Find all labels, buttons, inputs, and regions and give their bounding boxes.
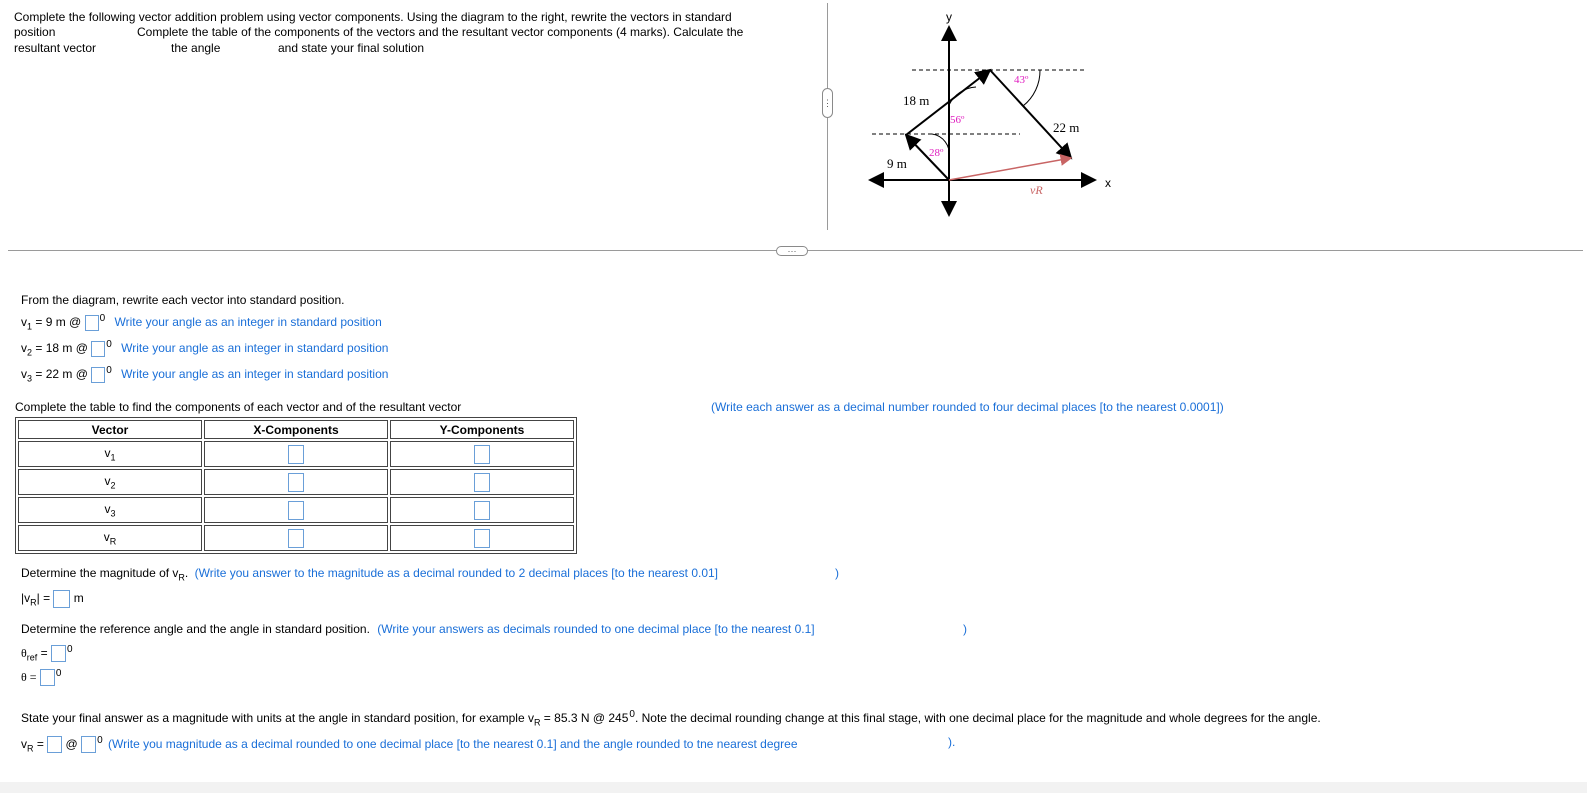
final-angle-input[interactable]: [81, 736, 96, 753]
bottom-strip: [0, 782, 1587, 793]
row-label-v1: $v_1$: [18, 441, 202, 467]
label-x-axis: x: [1105, 176, 1111, 190]
magnitude-close: ): [835, 566, 839, 580]
final-answer-line: $v_R$ = @ $^0$ (Write you magnitude as a decimal rounded to one decimal place [to the nearest 0.1] and the angle rounded to tne nearest degree: [21, 735, 798, 754]
magnitude-unit: m: [73, 591, 84, 606]
magnitude-hint: (Write you answer to the magnitude as a decimal rounded to 2 decimal places [to the nearest 0.01]: [194, 566, 719, 580]
vr-x-input[interactable]: [288, 529, 304, 548]
components-table: [15, 417, 577, 554]
col-y: Y-Components: [390, 420, 574, 439]
label-56: 56º: [950, 114, 965, 126]
final-heading: State your final answer as a magnitude with units at the angle in standard position, for example v: [21, 711, 534, 725]
label-43: 43º: [1014, 74, 1029, 86]
v2-y-input[interactable]: [474, 473, 490, 492]
v3-hint: Write your angle as an integer in standard position: [121, 367, 389, 381]
row-label-v3: $v_3$: [18, 497, 202, 523]
final-hint: (Write you magnitude as a decimal rounded to one decimal place [to the nearest 0.1] and the angle rounded to tne nearest degree: [107, 737, 798, 751]
vector-row-3: $v_3 = 22$ m @ $^0$ Write your angle as an integer in standard position: [21, 365, 389, 384]
label-18m: 18 m: [903, 93, 930, 108]
theta-input[interactable]: [40, 669, 55, 686]
angle-hint: (Write your answers as decimals rounded to one decimal place [to the nearest 0.1]: [377, 622, 815, 636]
final-close: ).: [948, 735, 956, 749]
label-y-axis: y: [946, 10, 952, 24]
v3-angle-input[interactable]: [91, 367, 105, 383]
intro-line-3c: and state your final solution: [278, 41, 425, 55]
angle-heading: Determine the reference angle and the angle in standard position.: [21, 622, 370, 636]
label-9m: 9 m: [887, 156, 907, 171]
vector-diagram: [860, 5, 1130, 220]
vr-y-input[interactable]: [474, 529, 490, 548]
section1-heading: From the diagram, rewrite each vector into standard position.: [21, 293, 345, 307]
angle-heading-line: [21, 622, 815, 636]
intro-line-3a: resultant vector: [14, 41, 97, 55]
table-row: [18, 497, 574, 523]
v1-label: v: [21, 315, 27, 329]
v2-label: v: [21, 341, 27, 355]
table-row: [18, 441, 574, 467]
v2-angle-input[interactable]: [91, 341, 105, 357]
col-x: X-Components: [204, 420, 388, 439]
col-vector: Vector: [18, 420, 202, 439]
label-28: 28º: [929, 147, 944, 159]
magnitude-heading-line: Determine the magnitude of $v_R$. (Write you answer to the magnitude as a decimal rounded to 2 decimal places [to the nearest 0.01]: [21, 566, 719, 583]
row-label-v2: $v_2$: [18, 469, 202, 495]
row-label-vr: $v_R$: [18, 525, 202, 551]
intro-line-2b: Complete the table of the components of the vectors and the resultant vector components (4 marks). Calculate the: [137, 25, 744, 39]
magnitude-answer-line: $|v_R| = m$: [21, 591, 84, 608]
v2-hint: Write your angle as an integer in standard position: [121, 341, 389, 355]
angle-close: ): [963, 622, 967, 636]
theta-ref-line: $\theta_{ref} = ^0$: [21, 644, 73, 663]
v1-y-input[interactable]: [474, 445, 490, 464]
final-heading-line: State your final answer as a magnitude with units at the angle in standard position, for example $v_R = 85.3$ N @ $245^0$. Note the decimal rounding change at this final stage, with one decimal place for the magnitude and whole degrees for the angle.: [21, 709, 1321, 728]
horizontal-splitter-handle[interactable]: ···: [776, 246, 808, 256]
intro-line-1: Complete the following vector addition problem using vector components. Using the diagram to the right, rewrite the vectors in standard: [14, 10, 732, 24]
v3-y-input[interactable]: [474, 501, 490, 520]
vector-row-1: $v_1 = 9$ m @ $^0$ Write your angle as an integer in standard position: [21, 313, 382, 332]
table-row: [18, 469, 574, 495]
intro-line-2a: position: [14, 25, 56, 39]
label-vr: vR: [1030, 183, 1043, 197]
vector-row-2: $v_2 = 18$ m @ $^0$ Write your angle as an integer in standard position: [21, 339, 389, 358]
table-heading: Complete the table to find the components of each vector and of the resultant vector: [15, 400, 462, 414]
vector-22m: [990, 70, 1071, 158]
final-magnitude-input[interactable]: [47, 736, 62, 753]
theta-ref-input[interactable]: [51, 645, 66, 662]
v3-label: v: [21, 367, 27, 381]
arc-56: [949, 87, 976, 105]
v3-x-input[interactable]: [288, 501, 304, 520]
magnitude-heading: Determine the magnitude of v: [21, 566, 179, 580]
v2-x-input[interactable]: [288, 473, 304, 492]
v1-hint: Write your angle as an integer in standard position: [114, 315, 382, 329]
intro-line-3b: the angle: [171, 41, 221, 55]
vector-resultant: [949, 158, 1071, 180]
theta-line: θ = $^0$: [21, 668, 61, 686]
magnitude-input[interactable]: [53, 590, 70, 608]
table-row: [18, 525, 574, 551]
table-hint: (Write each answer as a decimal number rounded to four decimal places [to the nearest 0.0001]): [711, 400, 1224, 414]
label-22m: 22 m: [1053, 120, 1080, 135]
v1-angle-input[interactable]: [85, 315, 99, 331]
vertical-splitter-handle[interactable]: ⋮: [822, 88, 833, 118]
table-header-row: [18, 420, 574, 439]
v1-x-input[interactable]: [288, 445, 304, 464]
